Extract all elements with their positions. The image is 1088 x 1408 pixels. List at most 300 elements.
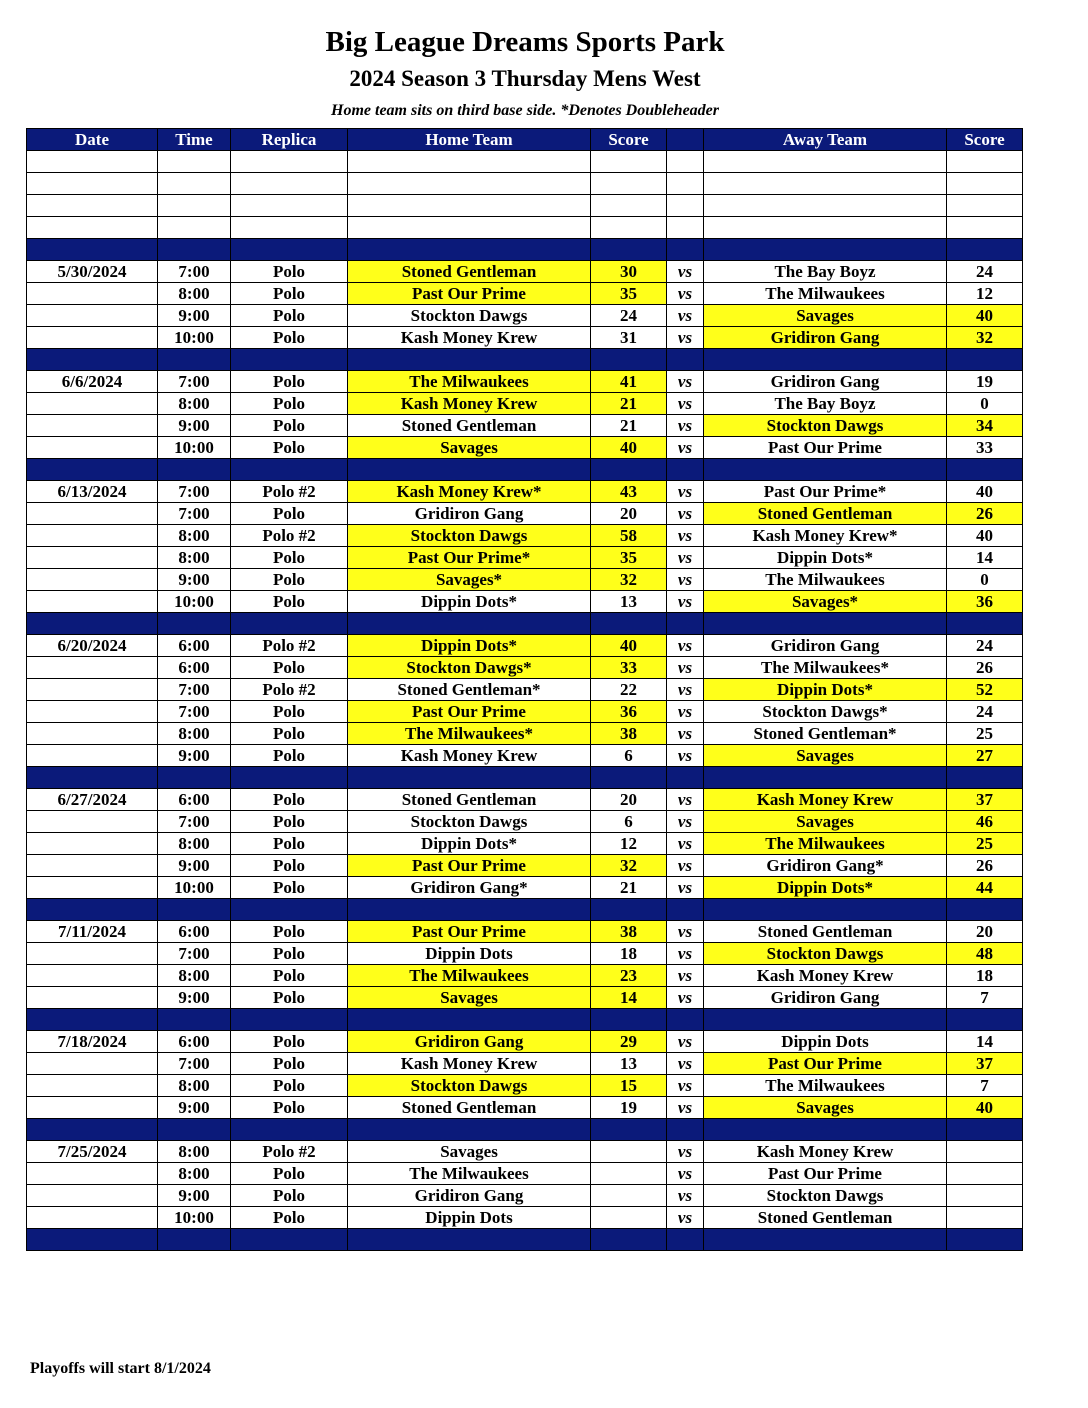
home-team: Stockton Dawgs [348, 811, 591, 833]
vs-label: vs [667, 1185, 704, 1207]
game-replica: Polo [231, 855, 348, 877]
home-score: 6 [591, 745, 667, 767]
game-time: 8:00 [158, 283, 231, 305]
separator-cell [231, 459, 348, 481]
vs-label: vs [667, 1053, 704, 1075]
away-score: 34 [947, 415, 1023, 437]
separator-cell [704, 239, 947, 261]
game-row [27, 415, 1023, 437]
game-time: 6:00 [158, 1031, 231, 1053]
game-time: 7:00 [158, 1053, 231, 1075]
away-team: Dippin Dots* [704, 547, 947, 569]
game-row [27, 1097, 1023, 1119]
vs-label: vs [667, 789, 704, 811]
separator-cell [947, 899, 1023, 921]
playoffs-note: Playoffs will start 8/1/2024 [30, 1360, 211, 1377]
home-team: Past Our Prime [348, 283, 591, 305]
home-score: 38 [591, 921, 667, 943]
vs-label: vs [667, 1163, 704, 1185]
separator-cell [158, 899, 231, 921]
game-row [27, 745, 1023, 767]
game-replica: Polo [231, 811, 348, 833]
game-replica: Polo [231, 657, 348, 679]
vs-label: vs [667, 1097, 704, 1119]
separator-cell [231, 899, 348, 921]
home-score: 40 [591, 437, 667, 459]
away-score: 25 [947, 833, 1023, 855]
away-score: 0 [947, 569, 1023, 591]
blank-cell [704, 217, 947, 239]
game-time: 7:00 [158, 371, 231, 393]
separator-cell [667, 1009, 704, 1031]
game-date [27, 987, 158, 1009]
game-time: 8:00 [158, 723, 231, 745]
separator-cell [704, 767, 947, 789]
away-score: 27 [947, 745, 1023, 767]
home-score: 41 [591, 371, 667, 393]
home-team: The Milwaukees* [348, 723, 591, 745]
game-replica: Polo [231, 415, 348, 437]
game-time: 9:00 [158, 415, 231, 437]
home-score: 13 [591, 1053, 667, 1075]
game-time: 8:00 [158, 965, 231, 987]
game-time: 9:00 [158, 855, 231, 877]
blank-cell [947, 151, 1023, 173]
game-row [27, 283, 1023, 305]
game-date [27, 591, 158, 613]
game-date [27, 1075, 158, 1097]
away-team: Stockton Dawgs [704, 943, 947, 965]
away-score: 19 [947, 371, 1023, 393]
home-score: 12 [591, 833, 667, 855]
game-date [27, 833, 158, 855]
game-replica: Polo [231, 833, 348, 855]
away-score: 37 [947, 789, 1023, 811]
separator-cell [667, 239, 704, 261]
separator-cell [27, 767, 158, 789]
game-time: 10:00 [158, 877, 231, 899]
game-date: 6/13/2024 [27, 481, 158, 503]
game-row [27, 943, 1023, 965]
separator-cell [231, 1009, 348, 1031]
away-team: Kash Money Krew [704, 789, 947, 811]
separator-cell [704, 899, 947, 921]
home-team: Past Our Prime [348, 701, 591, 723]
game-row [27, 393, 1023, 415]
away-team: Gridiron Gang [704, 371, 947, 393]
game-replica: Polo [231, 327, 348, 349]
vs-label: vs [667, 965, 704, 987]
away-team: Dippin Dots* [704, 877, 947, 899]
game-row [27, 591, 1023, 613]
blank-cell [591, 151, 667, 173]
col-date: Date [27, 129, 158, 151]
home-team: Gridiron Gang* [348, 877, 591, 899]
vs-label: vs [667, 635, 704, 657]
away-score: 24 [947, 261, 1023, 283]
game-replica: Polo [231, 789, 348, 811]
game-time: 9:00 [158, 987, 231, 1009]
home-score [591, 1207, 667, 1229]
game-date: 7/18/2024 [27, 1031, 158, 1053]
game-date: 5/30/2024 [27, 261, 158, 283]
away-team: The Milwaukees [704, 833, 947, 855]
separator-cell [667, 767, 704, 789]
game-replica: Polo [231, 1163, 348, 1185]
separator-cell [947, 459, 1023, 481]
separator-cell [231, 1119, 348, 1141]
away-score: 26 [947, 503, 1023, 525]
game-row [27, 503, 1023, 525]
home-team: Kash Money Krew [348, 1053, 591, 1075]
game-row [27, 437, 1023, 459]
home-team: The Milwaukees [348, 965, 591, 987]
blank-cell [231, 173, 348, 195]
home-team: Dippin Dots* [348, 833, 591, 855]
away-score: 52 [947, 679, 1023, 701]
game-time: 9:00 [158, 1185, 231, 1207]
header-row [27, 129, 1023, 151]
game-row [27, 701, 1023, 723]
separator-cell [158, 349, 231, 371]
separator-cell [591, 1229, 667, 1251]
game-time: 10:00 [158, 1207, 231, 1229]
separator-cell [27, 239, 158, 261]
away-score: 44 [947, 877, 1023, 899]
separator-cell [27, 1229, 158, 1251]
home-team: Kash Money Krew [348, 393, 591, 415]
game-replica: Polo [231, 701, 348, 723]
separator-cell [27, 613, 158, 635]
home-team: Savages [348, 987, 591, 1009]
home-score: 14 [591, 987, 667, 1009]
game-date [27, 1097, 158, 1119]
game-row [27, 305, 1023, 327]
away-score: 48 [947, 943, 1023, 965]
home-team: Savages [348, 1141, 591, 1163]
blank-cell [231, 217, 348, 239]
away-team: Gridiron Gang [704, 635, 947, 657]
game-row [27, 569, 1023, 591]
game-date [27, 503, 158, 525]
vs-label: vs [667, 679, 704, 701]
separator-cell [704, 349, 947, 371]
away-team: Stoned Gentleman [704, 1207, 947, 1229]
game-date [27, 525, 158, 547]
away-team: The Milwaukees* [704, 657, 947, 679]
separator-cell [591, 1009, 667, 1031]
home-score: 22 [591, 679, 667, 701]
col-home-team: Home Team [348, 129, 591, 151]
game-time: 8:00 [158, 1163, 231, 1185]
vs-label: vs [667, 283, 704, 305]
separator-cell [231, 613, 348, 635]
home-score [591, 1141, 667, 1163]
separator-cell [348, 239, 591, 261]
away-score [947, 1163, 1023, 1185]
away-score: 26 [947, 657, 1023, 679]
away-score: 37 [947, 1053, 1023, 1075]
home-team: Past Our Prime [348, 921, 591, 943]
game-replica: Polo [231, 921, 348, 943]
home-score: 29 [591, 1031, 667, 1053]
away-team: The Bay Boyz [704, 393, 947, 415]
away-team: Kash Money Krew [704, 1141, 947, 1163]
blank-cell [591, 217, 667, 239]
game-replica: Polo [231, 437, 348, 459]
game-time: 7:00 [158, 261, 231, 283]
home-score: 24 [591, 305, 667, 327]
game-row [27, 833, 1023, 855]
game-row [27, 723, 1023, 745]
away-score: 40 [947, 481, 1023, 503]
game-row [27, 1031, 1023, 1053]
game-row [27, 811, 1023, 833]
game-date [27, 1207, 158, 1229]
game-replica: Polo [231, 503, 348, 525]
vs-label: vs [667, 547, 704, 569]
home-team: Gridiron Gang [348, 503, 591, 525]
game-row [27, 987, 1023, 1009]
blank-cell [947, 217, 1023, 239]
vs-label: vs [667, 327, 704, 349]
game-row [27, 657, 1023, 679]
vs-label: vs [667, 723, 704, 745]
game-row [27, 679, 1023, 701]
vs-label: vs [667, 701, 704, 723]
blank-cell [27, 173, 158, 195]
week-separator [27, 1229, 1023, 1251]
game-row [27, 1163, 1023, 1185]
blank-cell [667, 151, 704, 173]
blank-cell [27, 195, 158, 217]
separator-cell [231, 767, 348, 789]
game-replica: Polo [231, 1207, 348, 1229]
separator-cell [591, 349, 667, 371]
home-team: The Milwaukees [348, 1163, 591, 1185]
separator-cell [158, 767, 231, 789]
vs-label: vs [667, 591, 704, 613]
game-row [27, 525, 1023, 547]
away-team: Gridiron Gang [704, 987, 947, 1009]
home-score: 23 [591, 965, 667, 987]
away-team: Stoned Gentleman [704, 921, 947, 943]
away-score: 7 [947, 1075, 1023, 1097]
vs-label: vs [667, 481, 704, 503]
away-team: Stockton Dawgs* [704, 701, 947, 723]
home-team: Stockton Dawgs [348, 305, 591, 327]
game-row [27, 371, 1023, 393]
game-time: 8:00 [158, 525, 231, 547]
blank-cell [667, 217, 704, 239]
home-team: Dippin Dots [348, 943, 591, 965]
week-separator [27, 1119, 1023, 1141]
away-score: 40 [947, 525, 1023, 547]
away-team: Stoned Gentleman* [704, 723, 947, 745]
game-date: 6/20/2024 [27, 635, 158, 657]
home-team: Kash Money Krew [348, 745, 591, 767]
doubleheader-note: Home team sits on third base side. *Denotes Doubleheader [331, 102, 719, 119]
separator-cell [704, 1009, 947, 1031]
game-replica: Polo [231, 1185, 348, 1207]
home-score: 32 [591, 569, 667, 591]
game-time: 6:00 [158, 635, 231, 657]
home-score: 36 [591, 701, 667, 723]
home-team: Savages [348, 437, 591, 459]
game-replica: Polo [231, 1031, 348, 1053]
separator-cell [591, 613, 667, 635]
blank-cell [348, 217, 591, 239]
home-score: 35 [591, 547, 667, 569]
game-row [27, 1075, 1023, 1097]
away-score: 7 [947, 987, 1023, 1009]
home-team: Kash Money Krew* [348, 481, 591, 503]
away-team: Savages [704, 1097, 947, 1119]
game-date [27, 855, 158, 877]
separator-cell [667, 349, 704, 371]
separator-cell [591, 459, 667, 481]
game-row [27, 327, 1023, 349]
game-time: 8:00 [158, 1141, 231, 1163]
blank-cell [27, 151, 158, 173]
away-score: 14 [947, 547, 1023, 569]
game-date [27, 1185, 158, 1207]
game-date [27, 943, 158, 965]
separator-cell [158, 1009, 231, 1031]
vs-label: vs [667, 371, 704, 393]
blank-cell [27, 217, 158, 239]
blank-cell [667, 195, 704, 217]
game-row [27, 547, 1023, 569]
away-team: Savages [704, 811, 947, 833]
separator-cell [947, 767, 1023, 789]
away-team: Kash Money Krew [704, 965, 947, 987]
home-team: Dippin Dots* [348, 635, 591, 657]
home-score: 38 [591, 723, 667, 745]
week-separator [27, 239, 1023, 261]
separator-cell [158, 239, 231, 261]
away-score: 18 [947, 965, 1023, 987]
vs-label: vs [667, 833, 704, 855]
home-team: Stoned Gentleman [348, 1097, 591, 1119]
page-title: Big League Dreams Sports Park [325, 26, 725, 58]
game-time: 7:00 [158, 943, 231, 965]
game-time: 10:00 [158, 327, 231, 349]
separator-cell [27, 459, 158, 481]
game-replica: Polo [231, 1075, 348, 1097]
game-date [27, 283, 158, 305]
blank-cell [348, 151, 591, 173]
vs-label: vs [667, 569, 704, 591]
game-date [27, 305, 158, 327]
home-team: Stockton Dawgs [348, 1075, 591, 1097]
home-team: Stockton Dawgs [348, 525, 591, 547]
blank-cell [591, 173, 667, 195]
separator-cell [348, 1009, 591, 1031]
separator-cell [27, 1119, 158, 1141]
blank-cell [947, 195, 1023, 217]
separator-cell [348, 613, 591, 635]
vs-label: vs [667, 261, 704, 283]
separator-cell [348, 1229, 591, 1251]
game-replica: Polo [231, 305, 348, 327]
separator-cell [667, 899, 704, 921]
separator-cell [947, 613, 1023, 635]
home-score: 21 [591, 877, 667, 899]
game-row [27, 635, 1023, 657]
game-replica: Polo [231, 877, 348, 899]
home-score: 21 [591, 393, 667, 415]
away-team: The Milwaukees [704, 283, 947, 305]
separator-cell [27, 1009, 158, 1031]
game-replica: Polo [231, 987, 348, 1009]
separator-cell [158, 613, 231, 635]
blank-cell [158, 173, 231, 195]
blank-cell [158, 151, 231, 173]
home-score: 33 [591, 657, 667, 679]
vs-label: vs [667, 811, 704, 833]
away-score: 36 [947, 591, 1023, 613]
home-team: Past Our Prime* [348, 547, 591, 569]
away-team: Savages [704, 745, 947, 767]
separator-cell [158, 1229, 231, 1251]
away-score [947, 1207, 1023, 1229]
week-separator [27, 1009, 1023, 1031]
schedule-table [26, 128, 1023, 1251]
blank-row [27, 173, 1023, 195]
col-away-team: Away Team [704, 129, 947, 151]
game-time: 6:00 [158, 657, 231, 679]
game-date [27, 657, 158, 679]
home-team: The Milwaukees [348, 371, 591, 393]
game-row [27, 965, 1023, 987]
game-row [27, 1141, 1023, 1163]
col-home-score: Score [591, 129, 667, 151]
game-time: 9:00 [158, 745, 231, 767]
home-team: Stoned Gentleman [348, 415, 591, 437]
game-time: 10:00 [158, 437, 231, 459]
separator-cell [704, 1229, 947, 1251]
home-score: 43 [591, 481, 667, 503]
schedule-body [27, 151, 1023, 1251]
game-date: 7/11/2024 [27, 921, 158, 943]
game-date [27, 965, 158, 987]
away-team: The Milwaukees [704, 1075, 947, 1097]
game-row [27, 921, 1023, 943]
week-separator [27, 613, 1023, 635]
separator-cell [231, 1229, 348, 1251]
blank-cell [704, 151, 947, 173]
blank-cell [947, 173, 1023, 195]
game-row [27, 1053, 1023, 1075]
separator-cell [591, 899, 667, 921]
home-score: 19 [591, 1097, 667, 1119]
game-date [27, 811, 158, 833]
separator-cell [348, 1119, 591, 1141]
game-date [27, 415, 158, 437]
away-score: 33 [947, 437, 1023, 459]
col-vs [667, 129, 704, 151]
away-team: Savages* [704, 591, 947, 613]
home-team: Gridiron Gang [348, 1031, 591, 1053]
separator-cell [591, 767, 667, 789]
vs-label: vs [667, 745, 704, 767]
game-replica: Polo [231, 393, 348, 415]
separator-cell [667, 459, 704, 481]
game-time: 8:00 [158, 833, 231, 855]
separator-cell [158, 1119, 231, 1141]
game-time: 7:00 [158, 811, 231, 833]
